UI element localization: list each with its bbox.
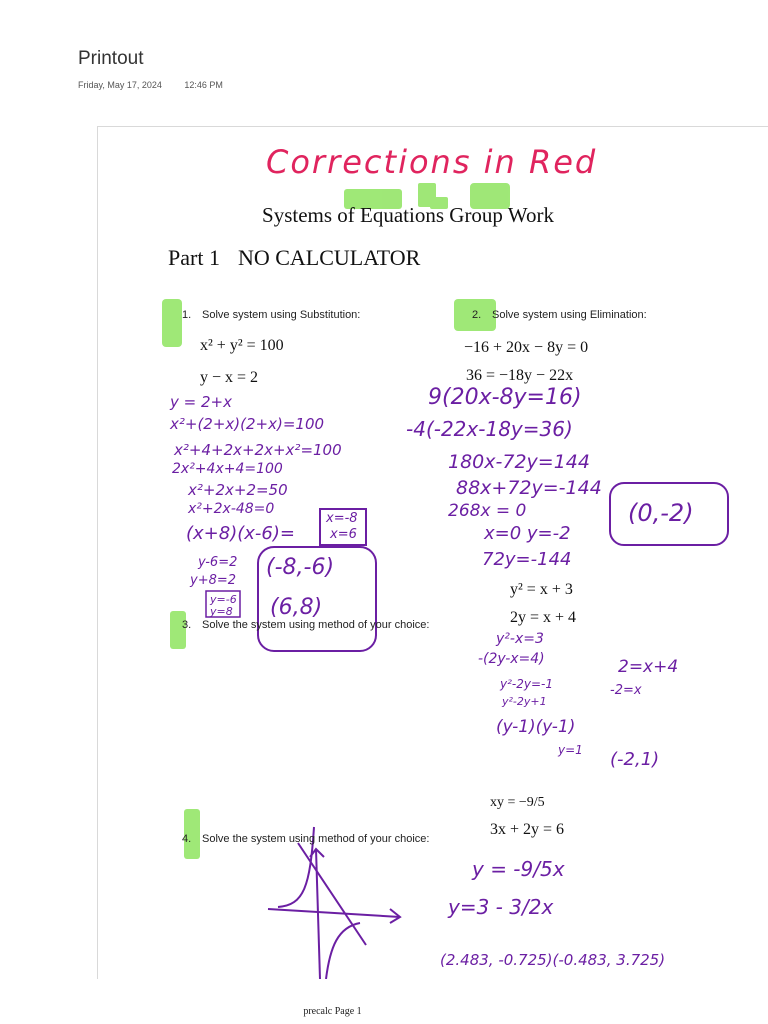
- problem-number: 3.: [182, 619, 192, 631]
- handwritten-answer: (2.483, -0.725)(-0.483, 3.725): [440, 951, 666, 969]
- handwritten-step: y=-6: [210, 593, 237, 606]
- highlight-mark: [162, 299, 182, 347]
- problem-3-prompt: [182, 619, 429, 631]
- handwritten-answer: (0,-2): [628, 499, 694, 527]
- part-heading: [168, 245, 420, 271]
- document-title: Systems of Equations Group Work: [262, 203, 554, 227]
- handwritten-step: x²+2x-48=0: [188, 501, 275, 517]
- graph-y-axis: [316, 849, 320, 979]
- handwritten-step: x²+4+2x+2x+x²=100: [174, 441, 342, 459]
- handwritten-step: 72y=-144: [482, 549, 572, 570]
- handwritten-step: y²-x=3: [496, 631, 544, 647]
- problem-4-prompt: [182, 833, 429, 845]
- handwritten-step: y²-2y+1: [502, 695, 547, 708]
- handwritten-step: -(2y-x=4): [478, 651, 545, 667]
- problem-1-prompt: [182, 309, 360, 321]
- problem-3-equation-2: 2y = x + 4: [510, 609, 577, 626]
- problem-text: Solve system using Substitution:: [202, 309, 361, 321]
- problem-4-equation-1: xy = −9/5: [490, 795, 545, 810]
- problem-2-equation-1: −16 + 20x − 8y = 0: [464, 339, 589, 356]
- problem-text: Solve system using Elimination:: [492, 309, 647, 321]
- page-timestamp: [78, 80, 243, 90]
- handwritten-step: x=0 y=-2: [484, 523, 571, 544]
- handwritten-step: (y-1)(y-1): [496, 717, 576, 737]
- problem-2-equation-2: 36 = −18y − 22x: [466, 367, 574, 384]
- handwritten-step: -4(-22x-18y=36): [406, 417, 573, 441]
- handwritten-step: y=8: [210, 605, 233, 618]
- handwritten-step: 2x²+4x+4=100: [172, 461, 283, 477]
- handwritten-step: 268x = 0: [448, 501, 527, 521]
- graph-x-axis: [268, 909, 400, 917]
- handwritten-step: y=3 - 3/2x: [448, 895, 554, 919]
- handwritten-step: x=6: [330, 527, 357, 542]
- handwritten-step: y-6=2: [198, 555, 238, 570]
- handwritten-step: y = -9/5x: [472, 857, 565, 881]
- handwritten-step: y = 2+x: [170, 393, 232, 411]
- page-footer: precalc Page 1: [303, 1006, 362, 1017]
- handwritten-step: -2=x: [610, 683, 642, 698]
- handwritten-step: x²+2x+2=50: [188, 481, 288, 499]
- handwritten-answer: (6,8): [270, 595, 323, 620]
- handwritten-step: 9(20x-8y=16): [428, 385, 582, 410]
- hyperbola-branch: [326, 923, 360, 979]
- problem-text: Solve the system using method of your choice:: [202, 833, 430, 845]
- problem-number: 4.: [182, 833, 192, 845]
- sketch-graph: [268, 827, 400, 979]
- problem-1-equation-2: y − x = 2: [200, 369, 259, 386]
- line-sketch: [298, 843, 366, 945]
- problem-4-equation-2: 3x + 2y = 6: [490, 821, 565, 838]
- handwritten-step: y+8=2: [190, 573, 237, 588]
- problem-2-prompt: [472, 309, 647, 321]
- handwritten-step: x²+(2+x)(2+x)=100: [170, 415, 325, 433]
- part-label: Part 1: [168, 245, 220, 270]
- page-date: Friday, May 17, 2024: [78, 80, 162, 90]
- problem-3-equation-1: y² = x + 3: [510, 581, 573, 598]
- handwritten-step: y²-2y=-1: [500, 677, 553, 691]
- handwritten-answer: (-8,-6): [266, 555, 335, 580]
- part-name: NO CALCULATOR: [237, 245, 421, 270]
- problem-text: Solve the system using method of your choice:: [202, 619, 430, 631]
- printout-sheet: [97, 126, 768, 979]
- page-time: 12:46 PM: [184, 80, 223, 90]
- corrections-heading: Corrections in Red: [266, 143, 598, 181]
- handwritten-answer: (-2,1): [610, 749, 660, 770]
- handwritten-step: (x+8)(x-6)=: [186, 523, 295, 544]
- handwritten-step: 2=x+4: [618, 657, 679, 677]
- problem-1-equation-1: x² + y² = 100: [200, 337, 284, 354]
- page-title: Printout: [78, 48, 144, 69]
- handwritten-step: x=-8: [326, 511, 358, 526]
- problem-number: 1.: [182, 309, 192, 321]
- handwritten-step: 88x+72y=-144: [456, 477, 602, 499]
- problem-number: 2.: [472, 309, 482, 321]
- handwritten-step: y=1: [558, 743, 583, 757]
- handwritten-step: 180x-72y=144: [448, 451, 590, 473]
